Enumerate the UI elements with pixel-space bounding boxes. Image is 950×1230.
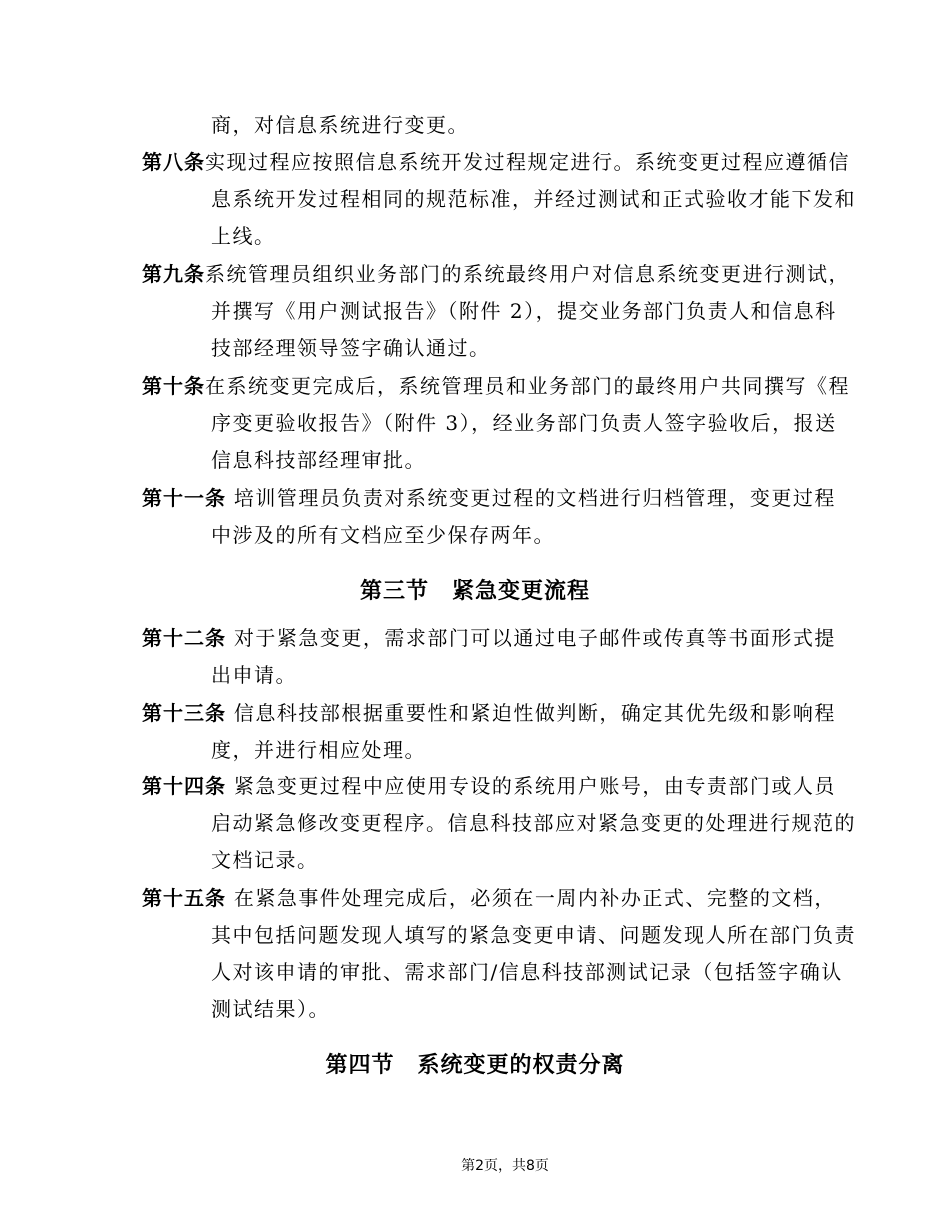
article-8-label: 第八条 [142,150,205,174]
article-11-label: 第十一条 [142,486,226,510]
article-15-line-4: 测试结果）。 [211,997,330,1021]
article-14-label: 第十四条 [142,774,226,798]
article-10-line-2: 序变更验收报告》（附件 3），经业务部门负责人签字验收后，报送 [211,411,837,435]
page-number-footer: 第2页，共8页 [461,1158,549,1174]
article-12-label: 第十二条 [142,626,226,650]
article-11-line-2: 中涉及的所有文档应至少保存两年。 [211,523,555,547]
article-11 [142,480,867,554]
article-9-line-2: 并撰写《用户测试报告》（附件 2），提交业务部门负责人和信息科 [211,299,837,323]
article-14 [142,768,867,879]
article-10-line-1: 第十条在系统变更完成后，系统管理员和业务部门的最终用户共同撰写《程 [142,374,850,398]
article-14-line-3: 文档记录。 [211,848,319,872]
article-9-line-1: 第九条系统管理员组织业务部门的系统最终用户对信息系统变更进行测试， [142,262,850,286]
article-9-label: 第九条 [142,262,205,286]
article-9 [142,256,867,367]
continued-text: 商，对信息系统进行变更。 [211,113,469,137]
article-15-line-2: 其中包括问题发现人填写的紧急变更申请、问题发现人所在部门负责 [211,923,856,947]
article-13-line-1: 第十三条 信息科技部根据重要性和紧迫性做判断，确定其优先级和影响程 [142,701,836,725]
article-14-line-2: 启动紧急修改变更程序。信息科技部应对紧急变更的处理进行规范的 [211,811,856,835]
article-10-line-3: 信息科技部经理审批。 [211,448,426,472]
article-15-line-3: 人对该申请的审批、需求部门/信息科技部测试记录（包括签字确认 [211,960,843,984]
article-13-label: 第十三条 [142,701,226,725]
article-12-line-1: 第十二条 对于紧急变更，需求部门可以通过电子邮件或传真等书面形式提 [142,626,836,650]
article-15-label: 第十五条 [142,886,226,910]
article-8 [142,144,867,255]
article-12 [142,620,867,694]
article-9-line-3: 技部经理领导签字确认通过。 [211,336,491,360]
article-10-label: 第十条 [142,374,205,398]
article-15-line-1: 第十五条 在紧急事件处理完成后，必须在一周内补办正式、完整的文档， [142,886,836,910]
section-4-title: 第四节 系统变更的权责分离 [325,1052,625,1078]
article-15 [142,880,867,1028]
section-3-title: 第三节 紧急变更流程 [359,578,590,604]
article-11-line-1: 第十一条 培训管理员负责对系统变更过程的文档进行归档管理，变更过程 [142,486,836,510]
article-12-line-2: 出申请。 [211,663,297,687]
article-10 [142,368,867,479]
article-14-line-1: 第十四条 紧急变更过程中应使用专设的系统用户账号，由专责部门或人员 [142,774,836,798]
article-8-line-2: 息系统开发过程相同的规范标准，并经过测试和正式验收才能下发和 [211,187,856,211]
article-13-line-2: 度，并进行相应处理。 [211,738,426,762]
article-13 [142,695,867,769]
article-8-line-3: 上线。 [211,224,276,248]
article-8-line-1: 第八条实现过程应按照信息系统开发过程规定进行。系统变更过程应遵循信 [142,150,850,174]
